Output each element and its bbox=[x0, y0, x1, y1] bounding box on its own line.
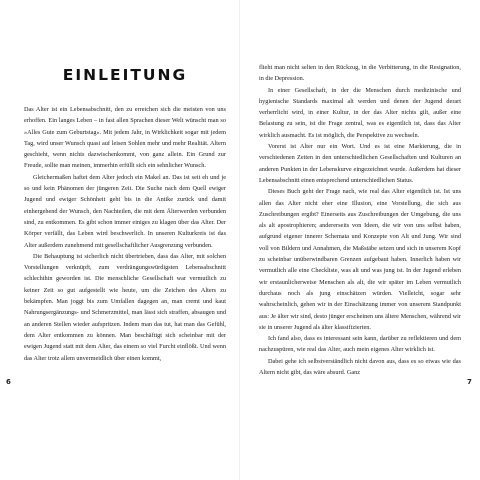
left-text-column bbox=[24, 104, 226, 364]
paragraph: Dieses Buch geht der Frage nach, wie real das Alter eigentlich ist. Ist uns allen das Alter nicht eher eine Illusion, eine Vorstellung, die sich aus Zuschreibungen ergibt? Einerseits aus Zuschreibungen der Umgebung, die uns als alt apostrophieren; andererseits von Ideen, die wir von uns selbst haben, aufgrund eigener innerer Schemata und Konzepte von Alt und Jung. Wir sind voll von Bildern und Annahmen, die Maßstäbe setzen und sich in unserem Kopf zu scheinbar unüberwindbaren Grenzen aufgebaut haben. Innerlich haben wir vermutlich alle eine Checkliste, was alt und was jung ist. In der Jugend erleben wir erstaunlicherweise Menschen als alt, die wir später im Leben vermutlich durchaus noch als jung einschätzen würden. Vielleicht, sogar sehr wahrscheinlich, gehen wir in der Einschätzung immer von unserem Standpunkt aus: Je älter wir sind, desto jünger erscheinen uns ältere Menschen, während wir sie in unserer Jugend als älter klassifizierten. bbox=[259, 188, 461, 331]
page-number-left: 6 bbox=[6, 378, 11, 386]
paragraph: Vorerst ist Alter nur ein Wort. Und es ist eine Markierung, die in verschiedenen Zeiten in den unterschiedlichen Gesellschaften und Kulturen an anderen Punkten in der Lebenskurve eingezeichnet wurde. Außerdem hat dieser Lebensabschnitt einen entsprechend unterschiedlichen Status. bbox=[259, 143, 461, 184]
page-number-right: 7 bbox=[467, 378, 472, 386]
right-page bbox=[240, 0, 480, 480]
paragraph: Die Behauptung ist sicherlich nicht übertrieben, dass das Alter, mit solchen Vorstellungen verknüpft, zum verdrängungswürdigsten Lebensabschnitt schlechthin geworden ist. Die menschliche Gesellschaft war vermutlich zu keiner Zeit so gut aufgestellt wie heute, um die Zeichen des Alters zu bekämpfen. Man joggt bis zum Umfallen dagegen an, man cremt und kaut Nahrungsergänzungs- und Schmerzmittel, man lässt sich straffen, absaugen und an anderen Stellen wieder aufspritzen. Indem man das tut, hat man das Gefühl, dem Alter entkommen zu können. Man beschäftigt sich scheinbar mit der ewigen Jugend statt mit dem Alter, das einem so viel Furcht einflößt. Und wenn das Alter trotz allem unvermeidlich über einen kommt, bbox=[24, 252, 226, 362]
chapter-heading: EINLEITUNG bbox=[62, 66, 188, 84]
paragraph: flieht man nicht selten in den Rückzug, in die Verbitterung, in die Resignation, in die Depression. bbox=[259, 64, 461, 83]
paragraph: Dabei gehe ich selbstverständlich nicht davon aus, dass es so etwas wie das Altern nicht gibt, das wäre absurd. Ganz bbox=[259, 357, 461, 377]
paragraph: Ich fand also, dass es interessant sein kann, darüber zu reflektieren und dem nachzuspüren, wie real das Alter, auch mein eigenes Alter wirklich ist. bbox=[259, 335, 461, 354]
paragraph: Gleichermaßen haftet dem Alter jedoch ein Makel an. Das ist seit eh und je so und kein Phänomen der jüngeren Zeit. Die Suche nach dem Quell ewiger Jugend und ewiger Schönheit geht bis in die Antike zurück und damit einhergehend der Wunsch, den Nachteilen, die mit dem Älterwerden verbunden sind, zu entkommen. Es gibt schon immer einiges zu klagen über das Alter. Der Körper verfällt, das Leben wird beschwerlich. In unseren Kulturkreis ist das Alter außerdem zunehmend mit gesellschaftlicher Ausgrenzung verbunden. bbox=[24, 173, 226, 249]
right-text-column bbox=[259, 62, 461, 378]
paragraph: In einer Gesellschaft, in der die Menschen durch medizinische und hygienische Standards maximal alt werden und denen der Jugend derart verherrlicht wird, in einer Kultur, in der das Alter nichts gilt, außer eine Belastung zu sein, ist die Frage zentral, was es eigentlich ist, dass das Alter wirklich ausmacht. Es ist möglich, die Perspektive zu wechseln. bbox=[259, 86, 461, 139]
paragraph: Das Alter ist ein Lebensabschnitt, den zu erreichen sich die meisten von uns erhoffen. Ein langes Leben – in fast allen Sprachen dieser Welt wünscht man so »Alles Gute zum Geburtstag«. Mit jedem Jahr, in Wirklichkeit sogar mit jedem Tag, wird unser Wunsch quasi auf leisen Sohlen mehr und mehr Realität. Altern geschieht, wenn nichts dazwischenkommt, von ganz allein. Ein Grund zur Freude, sollte man meinen, immerhin erfüllt sich ein sehnlicher Wunsch. bbox=[24, 106, 226, 170]
